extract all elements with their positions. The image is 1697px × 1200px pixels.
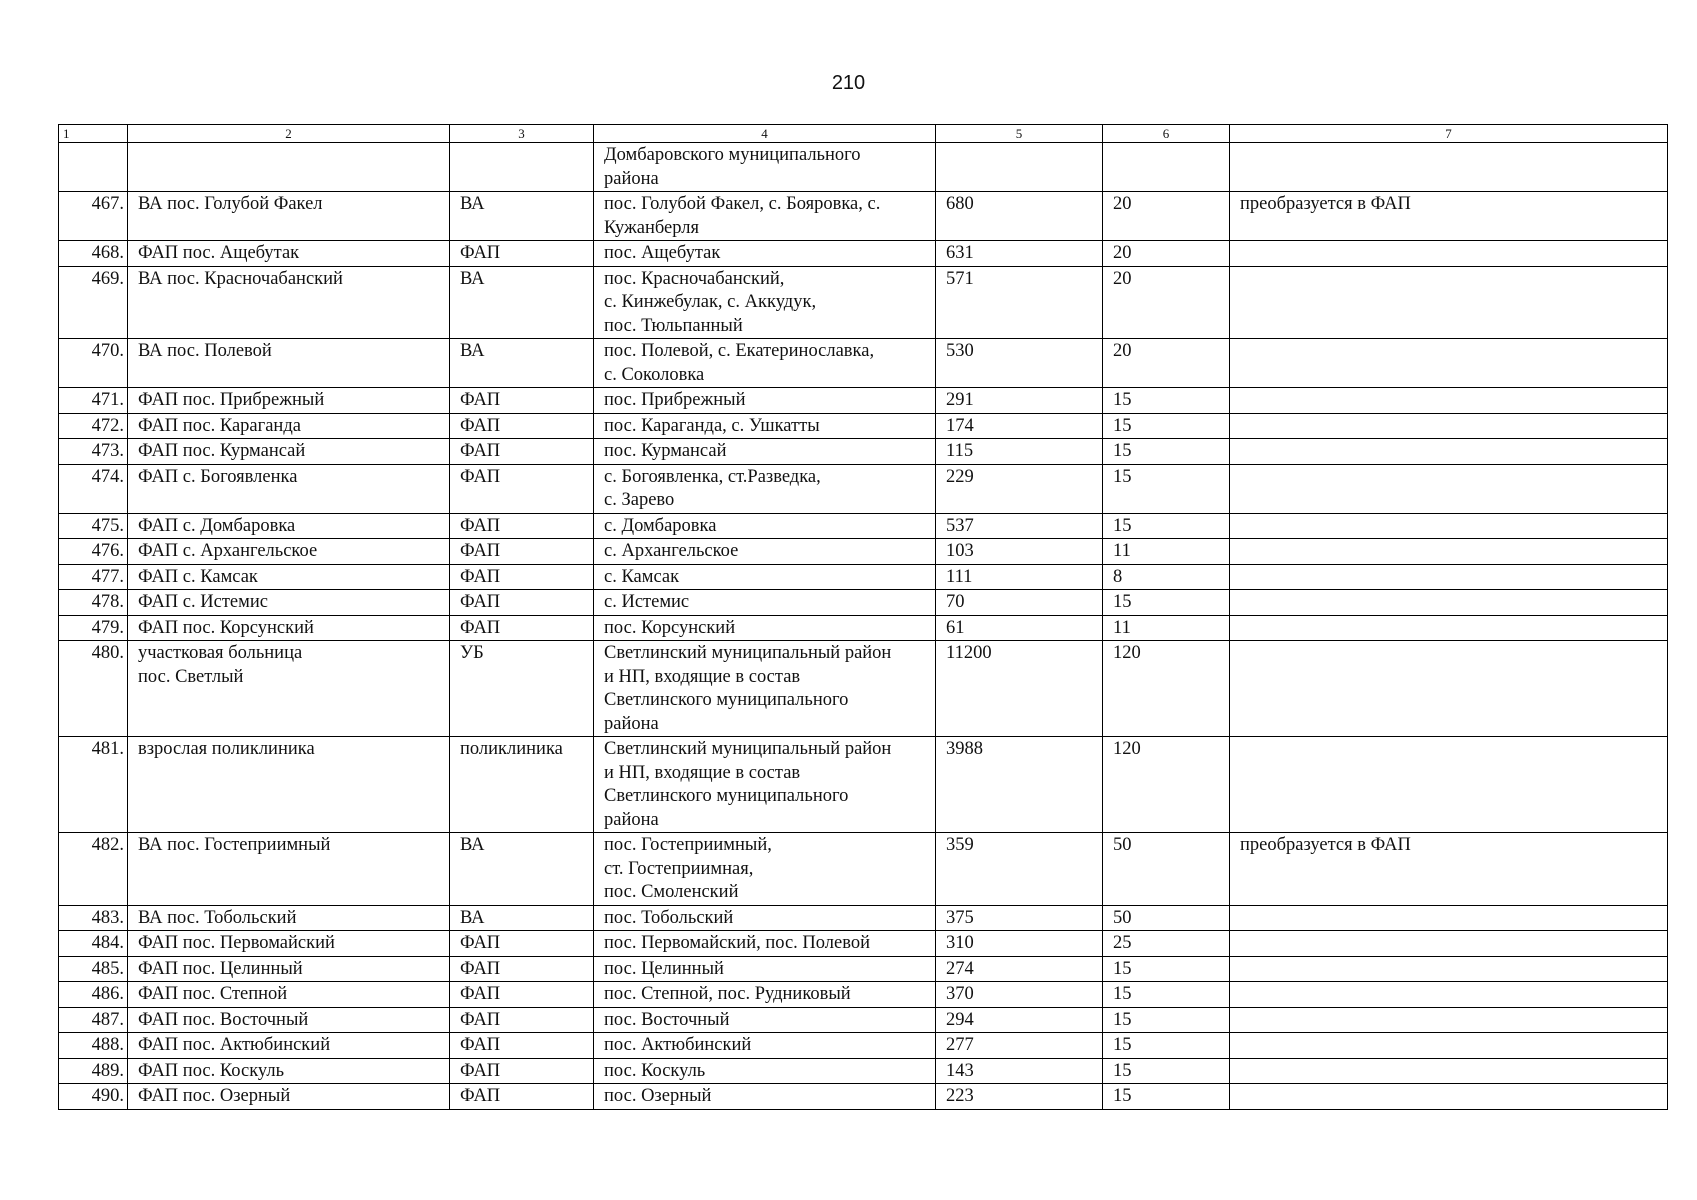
- table-row: [59, 241, 1668, 267]
- service-area-cell: пос. Караганда, с. Ушкатты: [594, 413, 936, 439]
- table-row: [59, 615, 1668, 641]
- facility-type-cell: ФАП: [450, 388, 594, 414]
- note-cell: [1230, 241, 1668, 267]
- facility-type-cell: ФАП: [450, 590, 594, 616]
- facility-type-cell: ВА: [450, 833, 594, 906]
- population-cell: 359: [936, 833, 1103, 906]
- facility-type-cell: ФАП: [450, 1084, 594, 1110]
- note-cell: [1230, 590, 1668, 616]
- row-number-cell: 489.: [59, 1058, 128, 1084]
- facility-name-cell: ФАП пос. Прибрежный: [128, 388, 450, 414]
- row-number-cell: 480.: [59, 641, 128, 737]
- service-area-cell: пос. Гостеприимный, ст. Гостеприимная, пос. Смоленский: [594, 833, 936, 906]
- service-area-cell: пос. Полевой, с. Екатеринославка, с. Соколовка: [594, 339, 936, 388]
- facility-type-cell: ФАП: [450, 464, 594, 513]
- column-6-cell: 20: [1103, 192, 1230, 241]
- column-6-cell: 15: [1103, 513, 1230, 539]
- table-row: [59, 513, 1668, 539]
- row-number-cell: 472.: [59, 413, 128, 439]
- table-row: [59, 1007, 1668, 1033]
- row-number-cell: 485.: [59, 956, 128, 982]
- service-area-cell: пос. Целинный: [594, 956, 936, 982]
- service-area-cell: пос. Красночабанский, с. Кинжебулак, с. Аккудук, пос. Тюльпанный: [594, 266, 936, 339]
- column-6-cell: 20: [1103, 266, 1230, 339]
- table-row: [59, 641, 1668, 737]
- row-number-cell: 473.: [59, 439, 128, 465]
- facility-type-cell: ФАП: [450, 513, 594, 539]
- row-number-cell: 475.: [59, 513, 128, 539]
- table-row: [59, 339, 1668, 388]
- population-cell: 310: [936, 931, 1103, 957]
- service-area-cell: пос. Ащебутак: [594, 241, 936, 267]
- page-number: 210: [831, 72, 866, 94]
- column-6-cell: 15: [1103, 982, 1230, 1008]
- note-cell: [1230, 143, 1668, 192]
- row-number-cell: 487.: [59, 1007, 128, 1033]
- column-6-cell: 120: [1103, 641, 1230, 737]
- population-cell: 143: [936, 1058, 1103, 1084]
- service-area-cell: с. Камсак: [594, 564, 936, 590]
- facility-name-cell: ФАП с. Богоявленка: [128, 464, 450, 513]
- note-cell: [1230, 931, 1668, 957]
- population-cell: 11200: [936, 641, 1103, 737]
- table-row: [59, 905, 1668, 931]
- population-cell: 370: [936, 982, 1103, 1008]
- note-cell: [1230, 388, 1668, 414]
- note-cell: [1230, 905, 1668, 931]
- facility-name-cell: ВА пос. Полевой: [128, 339, 450, 388]
- facility-type-cell: УБ: [450, 641, 594, 737]
- facility-name-cell: ФАП пос. Целинный: [128, 956, 450, 982]
- facility-type-cell: ВА: [450, 266, 594, 339]
- population-cell: [936, 143, 1103, 192]
- service-area-cell: пос. Тобольский: [594, 905, 936, 931]
- row-number-cell: 481.: [59, 737, 128, 833]
- facilities-table: [58, 124, 1668, 1110]
- note-cell: [1230, 737, 1668, 833]
- column-6-cell: 15: [1103, 590, 1230, 616]
- note-cell: [1230, 439, 1668, 465]
- facility-type-cell: ФАП: [450, 931, 594, 957]
- facility-name-cell: ФАП с. Истемис: [128, 590, 450, 616]
- column-6-cell: 11: [1103, 615, 1230, 641]
- service-area-cell: пос. Восточный: [594, 1007, 936, 1033]
- facility-type-cell: ВА: [450, 192, 594, 241]
- table-row: [59, 143, 1668, 192]
- facility-name-cell: ВА пос. Тобольский: [128, 905, 450, 931]
- table-row: [59, 266, 1668, 339]
- row-number-cell: 477.: [59, 564, 128, 590]
- service-area-cell: пос. Коскуль: [594, 1058, 936, 1084]
- service-area-cell: Светлинский муниципальный район и НП, входящие в состав Светлинского муниципального района: [594, 737, 936, 833]
- row-number-cell: 467.: [59, 192, 128, 241]
- column-6-cell: 8: [1103, 564, 1230, 590]
- column-6-cell: 50: [1103, 833, 1230, 906]
- population-cell: 277: [936, 1033, 1103, 1059]
- note-cell: преобразуется в ФАП: [1230, 192, 1668, 241]
- table-row: [59, 1058, 1668, 1084]
- row-number-cell: 479.: [59, 615, 128, 641]
- note-cell: [1230, 464, 1668, 513]
- population-cell: 680: [936, 192, 1103, 241]
- column-6-cell: 120: [1103, 737, 1230, 833]
- table-row: [59, 564, 1668, 590]
- facility-type-cell: ФАП: [450, 564, 594, 590]
- facility-name-cell: ФАП пос. Актюбинский: [128, 1033, 450, 1059]
- note-cell: преобразуется в ФАП: [1230, 833, 1668, 906]
- column-6-cell: 15: [1103, 464, 1230, 513]
- facility-name-cell: ФАП пос. Корсунский: [128, 615, 450, 641]
- table-row: [59, 931, 1668, 957]
- column-6-cell: 15: [1103, 1084, 1230, 1110]
- row-number-cell: 488.: [59, 1033, 128, 1059]
- population-cell: 291: [936, 388, 1103, 414]
- population-cell: 274: [936, 956, 1103, 982]
- note-cell: [1230, 1058, 1668, 1084]
- column-6-cell: 15: [1103, 1033, 1230, 1059]
- population-cell: 571: [936, 266, 1103, 339]
- facility-type-cell: ФАП: [450, 615, 594, 641]
- facility-name-cell: ВА пос. Красночабанский: [128, 266, 450, 339]
- service-area-cell: пос. Первомайский, пос. Полевой: [594, 931, 936, 957]
- note-cell: [1230, 539, 1668, 565]
- facility-type-cell: ВА: [450, 339, 594, 388]
- table-row: [59, 833, 1668, 906]
- facility-name-cell: ФАП пос. Ащебутак: [128, 241, 450, 267]
- population-cell: 70: [936, 590, 1103, 616]
- table-row: [59, 192, 1668, 241]
- column-header: 2: [128, 125, 450, 143]
- column-6-cell: 15: [1103, 1007, 1230, 1033]
- column-6-cell: 20: [1103, 339, 1230, 388]
- facility-type-cell: ФАП: [450, 1058, 594, 1084]
- row-number-cell: 474.: [59, 464, 128, 513]
- service-area-cell: Светлинский муниципальный район и НП, входящие в состав Светлинского муниципального района: [594, 641, 936, 737]
- note-cell: [1230, 615, 1668, 641]
- row-number-cell: 483.: [59, 905, 128, 931]
- service-area-cell: с. Истемис: [594, 590, 936, 616]
- table-row: [59, 464, 1668, 513]
- service-area-cell: пос. Прибрежный: [594, 388, 936, 414]
- column-6-cell: 25: [1103, 931, 1230, 957]
- row-number-cell: 469.: [59, 266, 128, 339]
- row-number-cell: 471.: [59, 388, 128, 414]
- table-row: [59, 439, 1668, 465]
- row-number-cell: [59, 143, 128, 192]
- note-cell: [1230, 982, 1668, 1008]
- note-cell: [1230, 564, 1668, 590]
- row-number-cell: 478.: [59, 590, 128, 616]
- population-cell: 294: [936, 1007, 1103, 1033]
- table-row: [59, 737, 1668, 833]
- column-6-cell: 50: [1103, 905, 1230, 931]
- row-number-cell: 490.: [59, 1084, 128, 1110]
- note-cell: [1230, 956, 1668, 982]
- facility-name-cell: ФАП с. Камсак: [128, 564, 450, 590]
- column-header: 7: [1230, 125, 1668, 143]
- service-area-cell: пос. Корсунский: [594, 615, 936, 641]
- table-row: [59, 539, 1668, 565]
- population-cell: 61: [936, 615, 1103, 641]
- service-area-cell: пос. Курмансай: [594, 439, 936, 465]
- facility-type-cell: поликлиника: [450, 737, 594, 833]
- note-cell: [1230, 1007, 1668, 1033]
- table-row: [59, 956, 1668, 982]
- population-cell: 174: [936, 413, 1103, 439]
- table-row: [59, 388, 1668, 414]
- row-number-cell: 482.: [59, 833, 128, 906]
- note-cell: [1230, 339, 1668, 388]
- service-area-cell: пос. Озерный: [594, 1084, 936, 1110]
- service-area-cell: пос. Голубой Факел, с. Бояровка, с. Кужанберля: [594, 192, 936, 241]
- row-number-cell: 486.: [59, 982, 128, 1008]
- table-row: [59, 590, 1668, 616]
- table-row: [59, 982, 1668, 1008]
- table-row: [59, 1084, 1668, 1110]
- facility-type-cell: ФАП: [450, 956, 594, 982]
- facility-type-cell: ФАП: [450, 413, 594, 439]
- facility-name-cell: ФАП с. Домбаровка: [128, 513, 450, 539]
- service-area-cell: пос. Актюбинский: [594, 1033, 936, 1059]
- table-body: [59, 125, 1668, 1110]
- population-cell: 111: [936, 564, 1103, 590]
- facility-type-cell: ФАП: [450, 241, 594, 267]
- header-row: [59, 125, 1668, 143]
- column-6-cell: [1103, 143, 1230, 192]
- table-row: [59, 1033, 1668, 1059]
- row-number-cell: 476.: [59, 539, 128, 565]
- facility-name-cell: ФАП пос. Степной: [128, 982, 450, 1008]
- column-header: 4: [594, 125, 936, 143]
- facility-name-cell: ВА пос. Гостеприимный: [128, 833, 450, 906]
- facility-type-cell: ФАП: [450, 539, 594, 565]
- row-number-cell: 468.: [59, 241, 128, 267]
- service-area-cell: с. Архангельское: [594, 539, 936, 565]
- facility-type-cell: ФАП: [450, 1033, 594, 1059]
- population-cell: 631: [936, 241, 1103, 267]
- column-6-cell: 11: [1103, 539, 1230, 565]
- population-cell: 3988: [936, 737, 1103, 833]
- facility-name-cell: [128, 143, 450, 192]
- column-6-cell: 15: [1103, 1058, 1230, 1084]
- facility-name-cell: ФАП пос. Озерный: [128, 1084, 450, 1110]
- service-area-cell: с. Богоявленка, ст.Разведка, с. Зарево: [594, 464, 936, 513]
- column-6-cell: 15: [1103, 439, 1230, 465]
- facility-name-cell: ФАП пос. Курмансай: [128, 439, 450, 465]
- column-header: 3: [450, 125, 594, 143]
- facility-type-cell: ФАП: [450, 1007, 594, 1033]
- service-area-cell: Домбаровского муниципального района: [594, 143, 936, 192]
- facility-name-cell: ФАП пос. Караганда: [128, 413, 450, 439]
- facility-name-cell: ФАП с. Архангельское: [128, 539, 450, 565]
- note-cell: [1230, 1084, 1668, 1110]
- facility-name-cell: участковая больница пос. Светлый: [128, 641, 450, 737]
- facility-name-cell: ВА пос. Голубой Факел: [128, 192, 450, 241]
- column-header: 5: [936, 125, 1103, 143]
- facility-name-cell: ФАП пос. Восточный: [128, 1007, 450, 1033]
- facility-name-cell: взрослая поликлиника: [128, 737, 450, 833]
- facility-type-cell: ВА: [450, 905, 594, 931]
- facility-type-cell: [450, 143, 594, 192]
- column-6-cell: 20: [1103, 241, 1230, 267]
- note-cell: [1230, 1033, 1668, 1059]
- population-cell: 537: [936, 513, 1103, 539]
- facility-name-cell: ФАП пос. Первомайский: [128, 931, 450, 957]
- note-cell: [1230, 413, 1668, 439]
- column-6-cell: 15: [1103, 388, 1230, 414]
- service-area-cell: пос. Степной, пос. Рудниковый: [594, 982, 936, 1008]
- column-header: 6: [1103, 125, 1230, 143]
- facility-type-cell: ФАП: [450, 439, 594, 465]
- population-cell: 530: [936, 339, 1103, 388]
- table-row: [59, 413, 1668, 439]
- column-6-cell: 15: [1103, 413, 1230, 439]
- population-cell: 229: [936, 464, 1103, 513]
- note-cell: [1230, 513, 1668, 539]
- facility-type-cell: ФАП: [450, 982, 594, 1008]
- population-cell: 223: [936, 1084, 1103, 1110]
- facility-name-cell: ФАП пос. Коскуль: [128, 1058, 450, 1084]
- column-6-cell: 15: [1103, 956, 1230, 982]
- row-number-cell: 470.: [59, 339, 128, 388]
- population-cell: 115: [936, 439, 1103, 465]
- population-cell: 103: [936, 539, 1103, 565]
- note-cell: [1230, 266, 1668, 339]
- row-number-cell: 484.: [59, 931, 128, 957]
- service-area-cell: с. Домбаровка: [594, 513, 936, 539]
- column-header: 1: [59, 125, 128, 143]
- population-cell: 375: [936, 905, 1103, 931]
- note-cell: [1230, 641, 1668, 737]
